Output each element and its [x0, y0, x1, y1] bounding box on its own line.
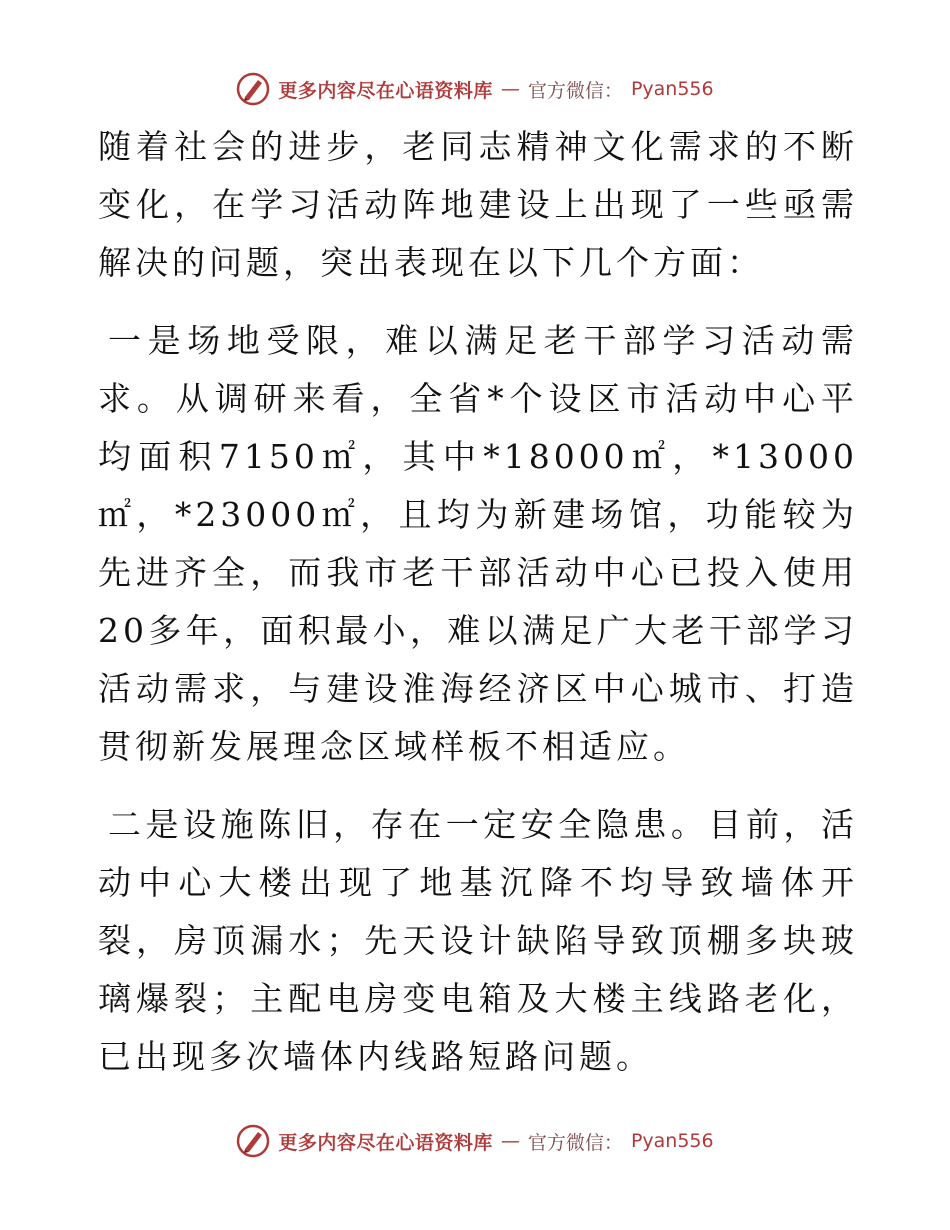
- pen-logo-icon: [236, 72, 270, 106]
- watermark-wechat-id: Pyan556: [630, 1130, 714, 1152]
- footer-watermark: [0, 1124, 950, 1158]
- watermark-wechat-id: Pyan556: [630, 78, 714, 100]
- watermark-brand: 更多内容尽在心语资料库: [278, 1131, 493, 1154]
- paragraph-aging-facilities: 二是设施陈旧，存在一定安全隐患。目前，活动中心大楼出现了地基沉降不均导致墙体开裂，房顶漏水；先天设计缺陷导致顶棚多块玻璃爆裂；主配电房变电箱及大楼主线路老化，已出现多次墙体内线路短路问题。: [98, 805, 858, 1076]
- watermark-wechat-label: 官方微信：: [527, 1131, 623, 1154]
- watermark-wechat-label: 官方微信：: [527, 79, 623, 102]
- header-watermark: [0, 72, 950, 106]
- document-body: [98, 118, 858, 1086]
- paragraph-intro: 随着社会的进步，老同志精神文化需求的不断变化，在学习活动阵地建设上出现了一些亟需解决的问题，突出表现在以下几个方面：: [98, 127, 858, 282]
- watermark-separator: —: [500, 78, 520, 100]
- pen-logo-icon: [236, 1124, 270, 1158]
- watermark-separator: —: [500, 1130, 520, 1152]
- paragraph-venue-limits: 一是场地受限，难以满足老干部学习活动需求。从调研来看，全省*个设区市活动中心平均面积7150㎡，其中*18000㎡，*13000㎡，*23000㎡，且均为新建场馆，功能较为先进齐全，而我市老干部活动中心已投入使用20多年，面积最小，难以满足广大老干部学习活动需求，与建设淮海经济区中心城市、打造贯彻新发展理念区域样板不相适应。: [98, 321, 858, 766]
- watermark-brand: 更多内容尽在心语资料库: [278, 79, 493, 102]
